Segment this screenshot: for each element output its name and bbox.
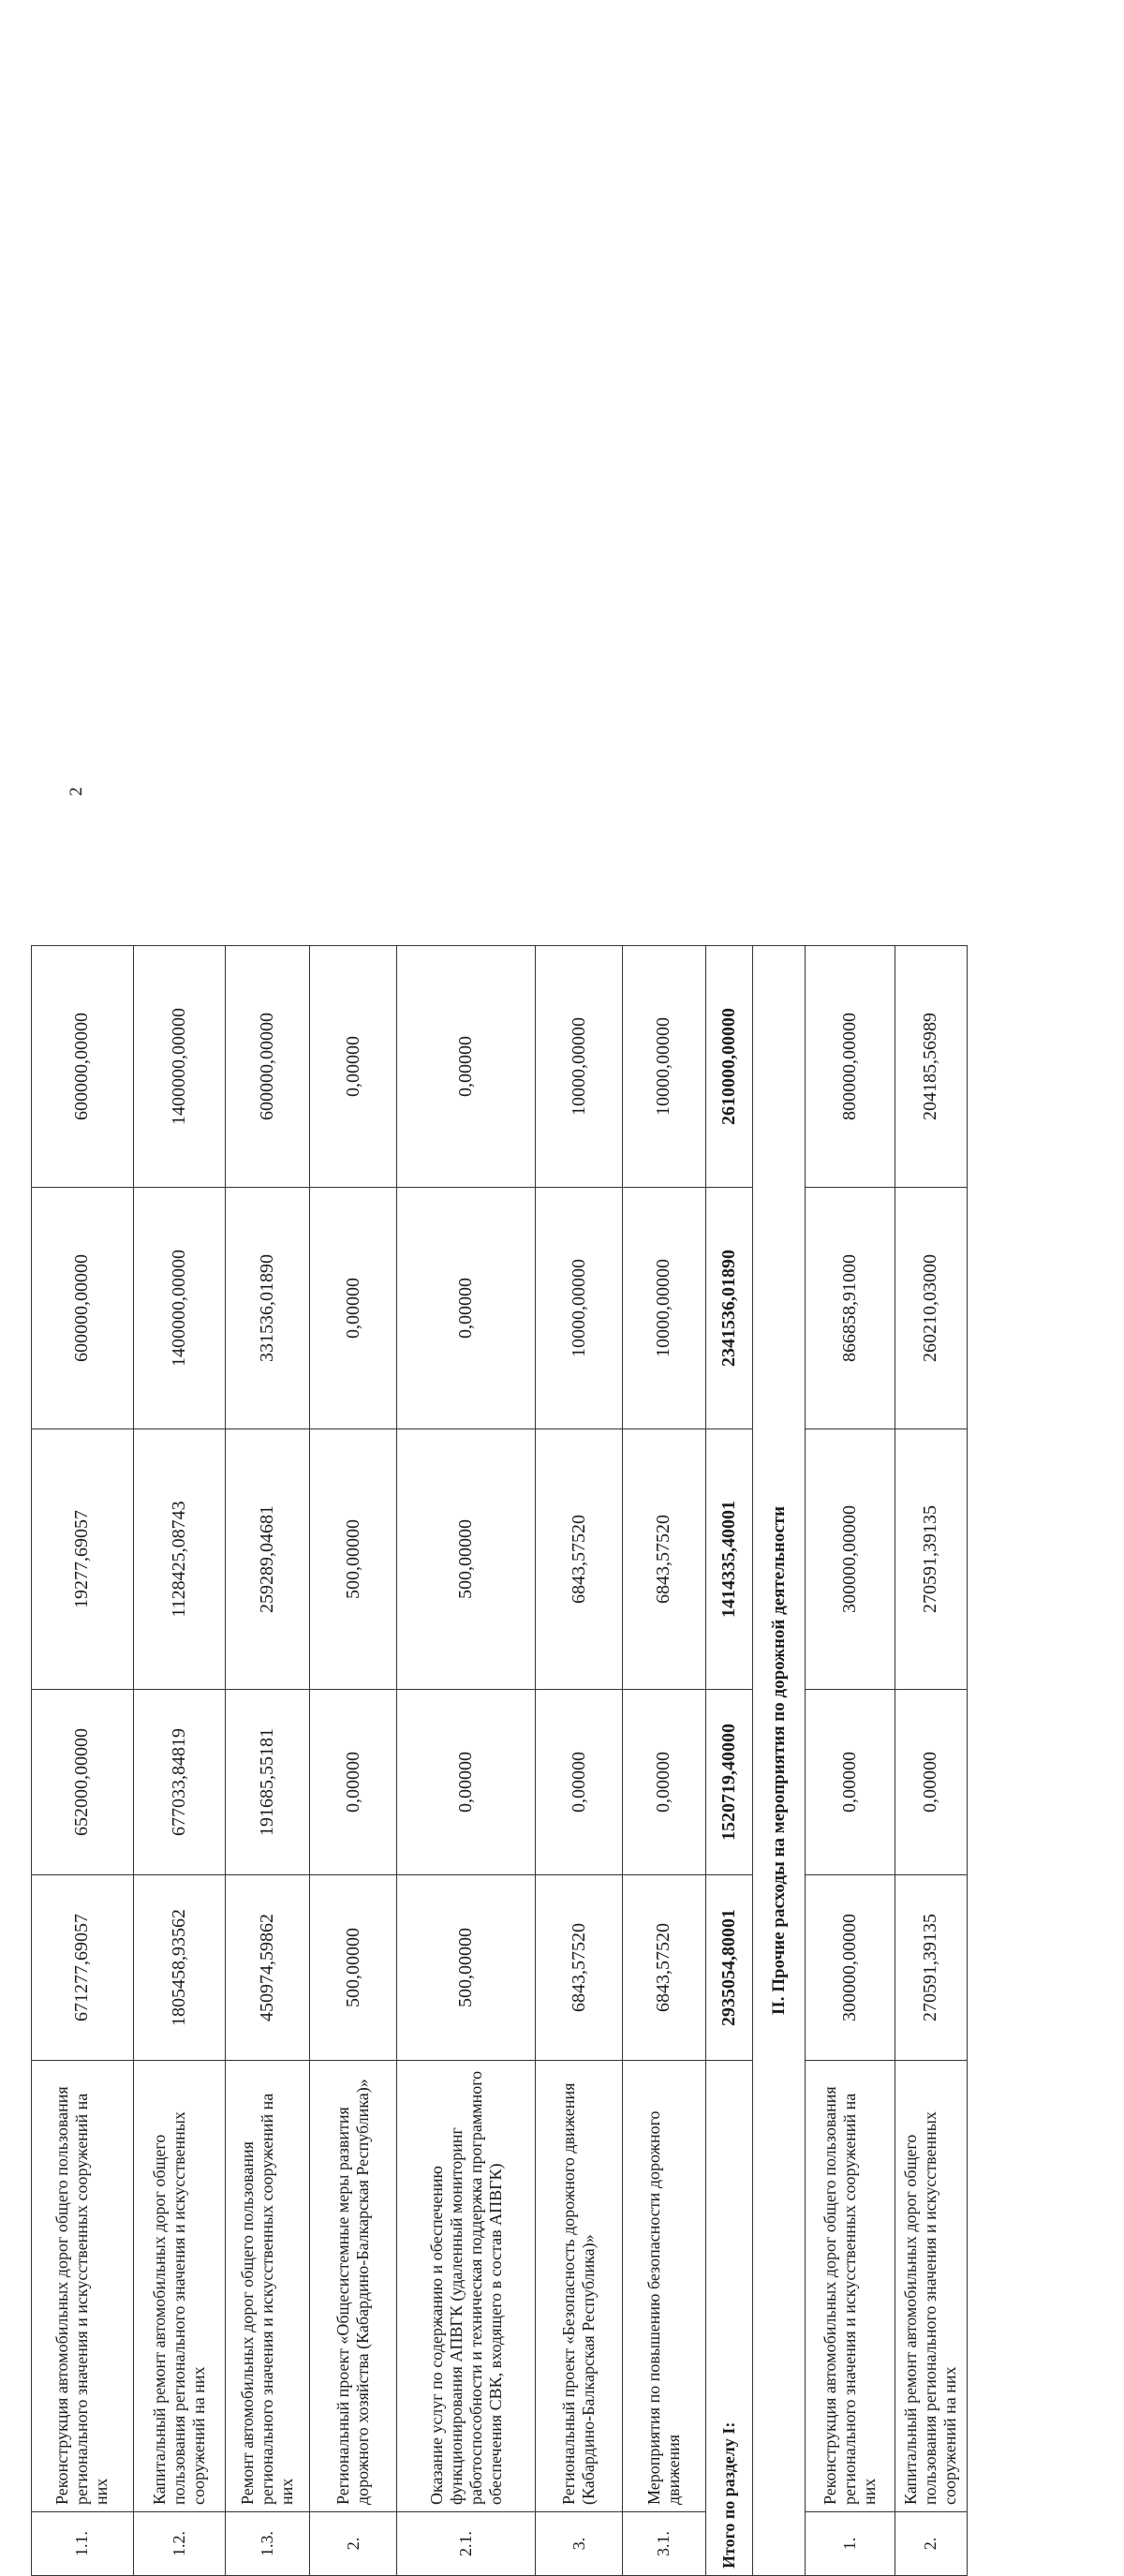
row-value-v1: 450974,59862	[225, 1875, 310, 2061]
row-value-v1: 500,00000	[310, 1875, 397, 2061]
row-value-v4: 260210,03000	[895, 1188, 967, 1429]
table-row	[32, 946, 134, 2576]
row-value-v5: 1400000,00000	[133, 946, 225, 1188]
row-value-v1: 6843,57520	[536, 1875, 623, 2061]
row-value-v2: 0,00000	[806, 1690, 895, 1875]
row-value-v3: 6843,57520	[536, 1429, 623, 1690]
row-value-v1: 671277,69057	[32, 1875, 134, 2061]
total-value-v3: 1414335,40001	[705, 1429, 752, 1690]
row-value-v3: 300000,00000	[806, 1429, 895, 1690]
row-name: Региональный проект «Безопасность дорожного движения (Кабардино-Балкарская Республика)»	[536, 2061, 623, 2512]
row-value-v5: 0,00000	[310, 946, 397, 1188]
row-name: Мероприятия по повышению безопасности дорожного движения	[623, 2061, 706, 2512]
row-name: Реконструкция автомобильных дорог общего пользования регионального значения и искусственных сооружений на них	[806, 2061, 895, 2512]
row-value-v5: 800000,00000	[806, 946, 895, 1188]
row-value-v2: 0,00000	[623, 1690, 706, 1875]
row-value-v1: 6843,57520	[623, 1875, 706, 2061]
row-value-v1: 500,00000	[397, 1875, 536, 2061]
row-value-v5: 10000,00000	[623, 946, 706, 1188]
row-value-v5: 600000,00000	[225, 946, 310, 1188]
table-row	[806, 946, 895, 2576]
table-row	[133, 946, 225, 2576]
row-value-v5: 10000,00000	[536, 946, 623, 1188]
row-number: 3.	[536, 2512, 623, 2576]
row-value-v3: 500,00000	[397, 1429, 536, 1690]
row-value-v5: 0,00000	[397, 946, 536, 1188]
row-value-v4: 0,00000	[397, 1188, 536, 1429]
budget-table-sheet	[31, 946, 968, 2576]
row-value-v3: 259289,04681	[225, 1429, 310, 1690]
table-row	[310, 946, 397, 2576]
budget-table	[31, 945, 968, 2576]
total-value-v5: 2610000,00000	[705, 946, 752, 1188]
row-value-v2: 0,00000	[397, 1690, 536, 1875]
row-number: 2.	[310, 2512, 397, 2576]
row-name: Ремонт автомобильных дорог общего пользования регионального значения и искусственных сооружений на них	[225, 2061, 310, 2512]
total-value-v4: 2341536,01890	[705, 1188, 752, 1429]
table-row	[536, 946, 623, 2576]
section-title: II. Прочие расходы на мероприятия по дорожной деятельности	[752, 946, 806, 2576]
total-value-v2: 1520719,40000	[705, 1690, 752, 1875]
table-row	[623, 946, 706, 2576]
row-value-v5: 600000,00000	[32, 946, 134, 1188]
row-name: Оказание услуг по содержанию и обеспечению функционирования АПВГК (удаленный мониторинг работоспособности и техническая поддержка программного обеспечения СВК, входящего в состав АПВГК)	[397, 2061, 536, 2512]
row-name: Региональный проект «Общесистемные меры развития дорожного хозяйства (Кабардино-Балкарская Республика)»	[310, 2061, 397, 2512]
row-value-v3: 270591,39135	[895, 1429, 967, 1690]
row-value-v1: 1805458,93562	[133, 1875, 225, 2061]
row-value-v3: 1128425,08743	[133, 1429, 225, 1690]
row-value-v3: 6843,57520	[623, 1429, 706, 1690]
row-number: 1.1.	[32, 2512, 134, 2576]
row-value-v5: 204185,56989	[895, 946, 967, 1188]
row-value-v4: 1400000,00000	[133, 1188, 225, 1429]
row-number: 1.2.	[133, 2512, 225, 2576]
row-value-v2: 652000,00000	[32, 1690, 134, 1875]
row-number: 3.1.	[623, 2512, 706, 2576]
table-row	[225, 946, 310, 2576]
row-value-v2: 0,00000	[895, 1690, 967, 1875]
row-number: 1.3.	[225, 2512, 310, 2576]
row-value-v4: 0,00000	[310, 1188, 397, 1429]
row-name: Реконструкция автомобильных дорог общего пользования регионального значения и искусственных сооружений на них	[32, 2061, 134, 2512]
row-value-v4: 600000,00000	[32, 1188, 134, 1429]
page-number: 2	[67, 787, 86, 796]
row-name: Капитальный ремонт автомобильных дорог общего пользования регионального значения и искусственных сооружений на них	[895, 2061, 967, 2512]
table-row	[895, 946, 967, 2576]
row-number: 2.1.	[397, 2512, 536, 2576]
total-label: Итого по разделу I:	[705, 2061, 752, 2576]
row-value-v3: 500,00000	[310, 1429, 397, 1690]
row-number: 2.	[895, 2512, 967, 2576]
section-header-row	[752, 946, 806, 2576]
row-value-v2: 677033,84819	[133, 1690, 225, 1875]
row-value-v3: 19277,69057	[32, 1429, 134, 1690]
row-value-v4: 10000,00000	[536, 1188, 623, 1429]
row-value-v2: 0,00000	[310, 1690, 397, 1875]
table-row	[397, 946, 536, 2576]
row-value-v4: 866858,91000	[806, 1188, 895, 1429]
total-row	[705, 946, 752, 2576]
row-value-v1: 270591,39135	[895, 1875, 967, 2061]
row-value-v4: 10000,00000	[623, 1188, 706, 1429]
row-value-v1: 300000,00000	[806, 1875, 895, 2061]
row-value-v4: 331536,01890	[225, 1188, 310, 1429]
row-value-v2: 0,00000	[536, 1690, 623, 1875]
total-value-v1: 2935054,80001	[705, 1875, 752, 2061]
row-value-v2: 191685,55181	[225, 1690, 310, 1875]
row-name: Капитальный ремонт автомобильных дорог общего пользования регионального значения и искусственных сооружений на них	[133, 2061, 225, 2512]
row-number: 1.	[806, 2512, 895, 2576]
